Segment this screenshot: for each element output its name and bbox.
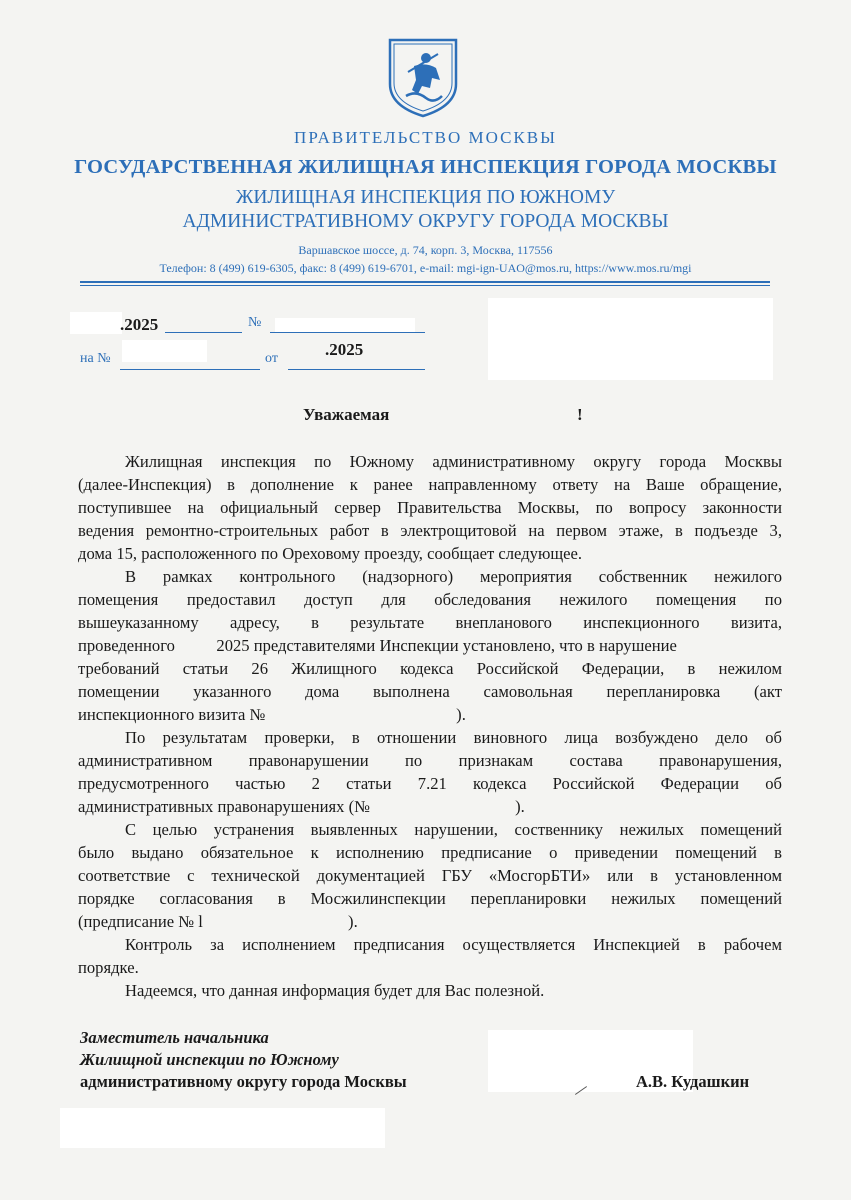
body-line: административных правонарушениях (№ ). (78, 797, 525, 816)
division-title-line-1: ЖИЛИЩНАЯ ИНСПЕКЦИЯ ПО ЮЖНОМУ (235, 187, 616, 208)
body-line: административном правонарушении по признакам состава правонарушения, (78, 751, 782, 770)
footer-redaction (60, 1108, 385, 1148)
body-line: было выдано обязательное к исполнению предписание о приведении помещений в (78, 843, 782, 862)
body-line: инспекционного визита № ). (78, 705, 466, 724)
body-line: соответствие с технической документацией ГБУ «МосгорБТИ» или в установленном (78, 866, 782, 885)
salutation: Уважаемая (303, 405, 390, 424)
redaction (122, 340, 207, 362)
division-title-line-2: АДМИНИСТРАТИВНОМУ ОКРУГУ ГОРОДА МОСКВЫ (182, 211, 669, 232)
body-line: ведения ремонтно-строительных работ в электрощитовой на первом этаже, в подъезде 3, (78, 521, 782, 540)
body-line: порядке согласования в Мосжилинспекции перепланировки нежилых помещений (78, 889, 782, 908)
number-underline (270, 332, 425, 333)
body-line: Контроль за исполнением предписания осуществляется Инспекцией в рабочем (125, 935, 782, 954)
redaction (275, 318, 415, 332)
outgoing-date: .2025 (120, 315, 159, 334)
salutation-end: ! (577, 405, 583, 424)
inspection-title: ГОСУДАРСТВЕННАЯ ЖИЛИЩНАЯ ИНСПЕКЦИЯ ГОРОДА МОСКВЫ (74, 156, 777, 178)
body-line: С целью устранения выявленных нарушении, соственнику нежилых помещений (125, 820, 782, 839)
coat-of-arms-icon (386, 36, 460, 118)
signatory-name: А.В. Кудашкин (636, 1072, 750, 1091)
body-line: помещения предоставил доступ для обследования нежилого помещения по (78, 590, 782, 609)
office-address: Варшавское шоссе, д. 74, корп. 3, Москва, 117556 (298, 243, 553, 257)
office-contacts: Телефон: 8 (499) 619-6305, факс: 8 (499) 619-6701, e-mail: mgi-ign-UAO@mos.ru, https://www.mos.ru/mgi (159, 261, 692, 275)
signatory-title-line-2: Жилищной инспекции по Южному (80, 1050, 339, 1069)
body-line: (предписание № l ). (78, 912, 358, 931)
body-line: Надеемся, что данная информация будет для Вас полезной. (125, 981, 545, 1000)
body-line: В рамках контрольного (надзорного) мероприятия собственник нежилого (125, 567, 782, 586)
addressee-redaction (488, 298, 773, 380)
reply-number-underline (120, 369, 260, 370)
body-line: Жилищная инспекция по Южному административному округу города Москвы (125, 452, 782, 471)
signatory-title-line-1: Заместитель начальника (80, 1028, 269, 1047)
body-line: порядке. (78, 958, 139, 977)
header-divider (80, 281, 770, 283)
body-line: По результатам проверки, в отношении виновного лица возбуждено дело об (125, 728, 782, 747)
header-divider-thin (80, 285, 770, 286)
outgoing-number-label: № (248, 315, 262, 330)
body-line: проведенного 2025 представителями Инспекции установлено, что в нарушение (78, 636, 677, 655)
body-line: вышеуказанному адресу, в результате внепланового инспекционного визита, (78, 613, 782, 632)
in-reply-label: на № (80, 351, 111, 366)
body-line: (далее-Инспекция) в дополнение к ранее направленному ответу на Ваше обращение, (78, 475, 782, 494)
incoming-date-underline (288, 369, 425, 370)
government-title: ПРАВИТЕЛЬСТВО МОСКВЫ (294, 128, 557, 147)
signatory-title-line-3: административному округу города Москвы (80, 1072, 407, 1091)
body-line: поступившее на официальный сервер Правительства Москвы, по вопросу законности (78, 498, 782, 517)
from-label: от (265, 351, 278, 366)
body-line: помещении указанного дома выполнена самовольная перепланировка (акт (78, 682, 782, 701)
date-underline (165, 332, 242, 333)
body-line: требований статьи 26 Жилищного кодекса Российской Федерации, в нежилом (78, 659, 782, 678)
body-line: дома 15, расположенного по Ореховому проезду, сообщает следующее. (78, 544, 583, 563)
body-line: предусмотренного частью 2 статьи 7.21 кодекса Российской Федерации об (78, 774, 782, 793)
redaction (70, 312, 122, 334)
incoming-date: .2025 (325, 340, 364, 359)
